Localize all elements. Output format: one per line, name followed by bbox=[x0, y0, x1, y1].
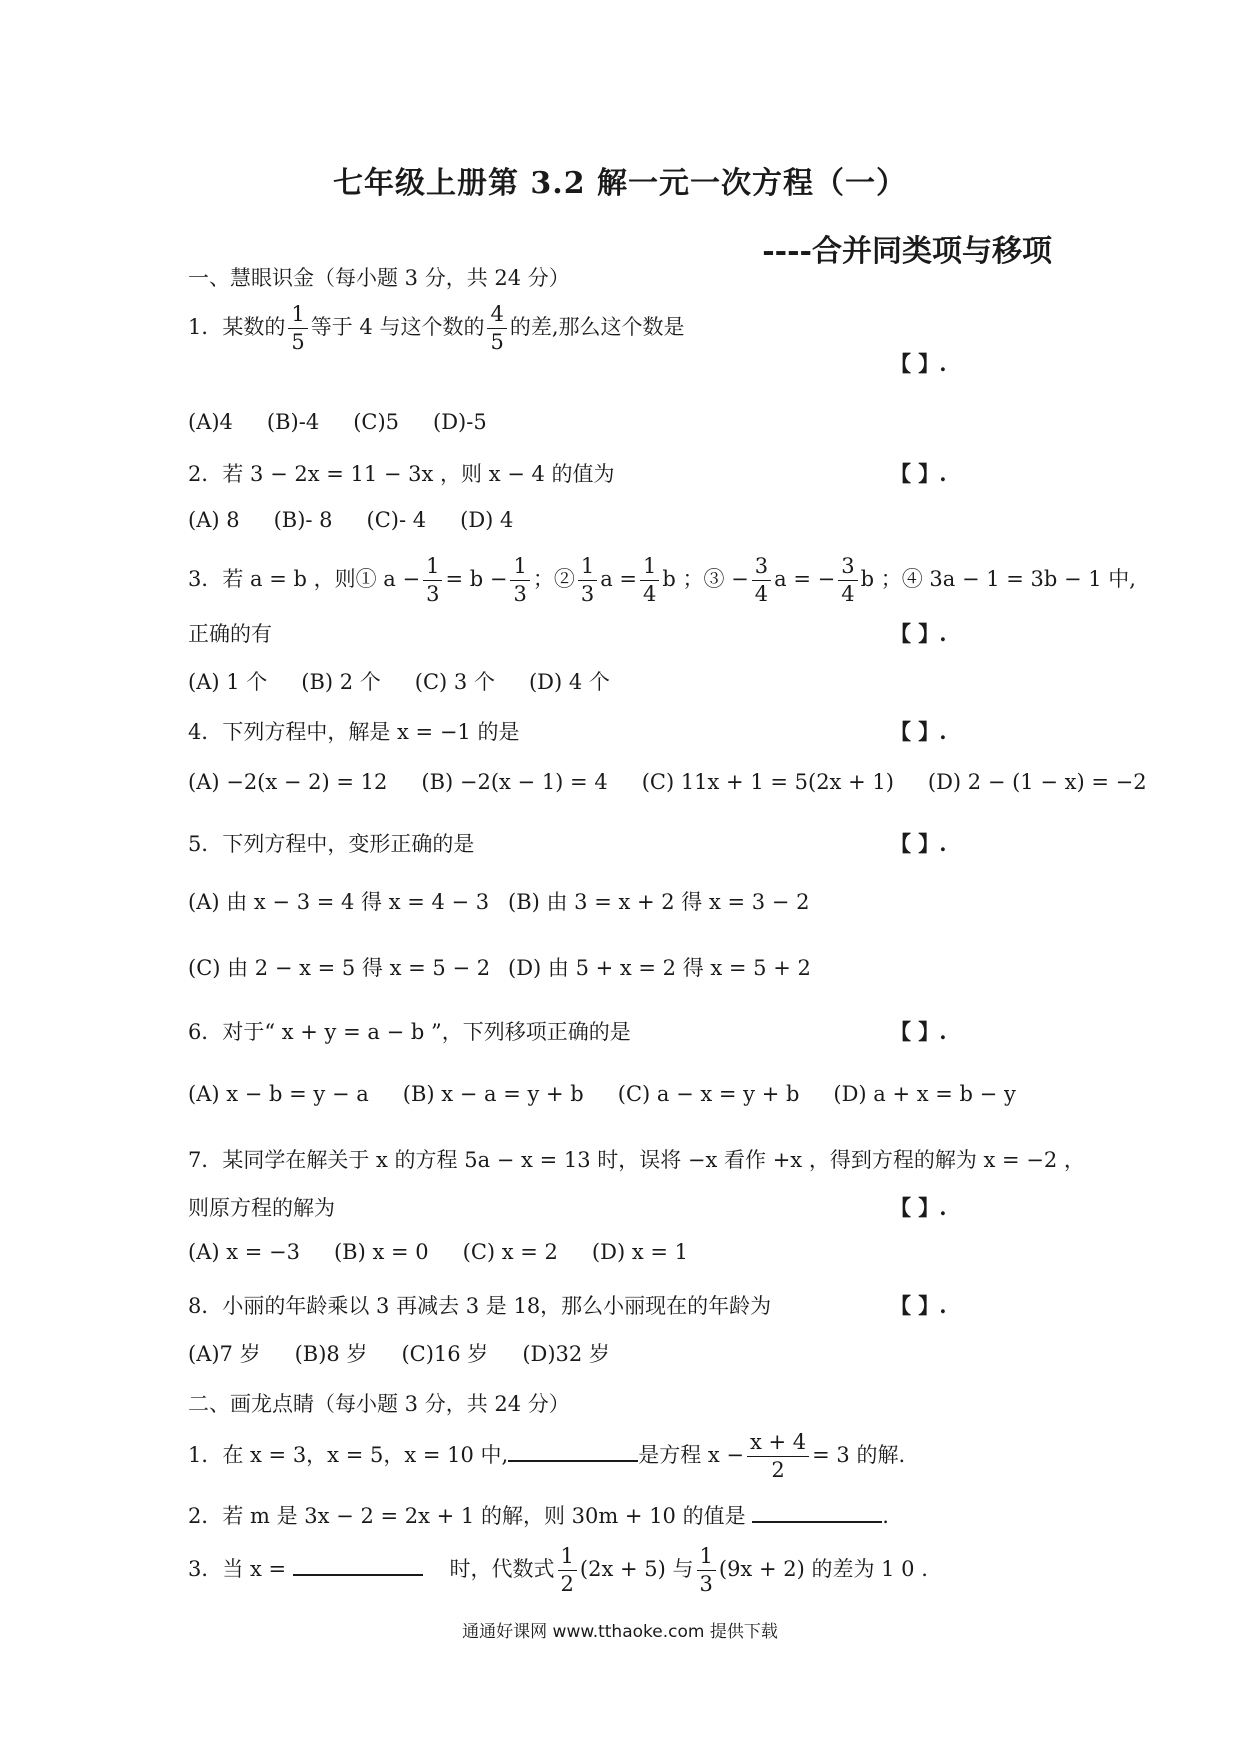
fraction-numerator: 1 bbox=[578, 556, 597, 581]
s1-q1-mid: 等于 4 与这个数的 bbox=[310, 315, 485, 339]
option-d: (D) 4 bbox=[460, 508, 514, 532]
option-d: (D) 2 − (1 − x) = −2 bbox=[927, 770, 1147, 794]
option-b: (B) −2(x − 1) = 4 bbox=[421, 770, 608, 794]
s1-q3-pre: 3．若 a = b ，则① a − bbox=[188, 567, 421, 591]
s2-q2-post: . bbox=[882, 1504, 889, 1528]
fraction-numerator: 1 bbox=[288, 304, 307, 329]
s1-q4-stem: 4．下列方程中，解是 x = −1 的是 bbox=[188, 720, 520, 744]
fraction-numerator: 1 bbox=[423, 556, 442, 581]
fraction-denominator: 2 bbox=[771, 1458, 785, 1482]
s1-q8-options bbox=[188, 1338, 644, 1368]
page-footer: 通通好课网 www.tthaoke.com 提供下载 bbox=[462, 1622, 778, 1642]
s1-q8-stem: 8．小丽的年龄乘以 3 再减去 3 是 18，那么小丽现在的年龄为 bbox=[188, 1294, 772, 1318]
s2-q1-pre: 1．在 x = 3，x = 5，x = 10 中, bbox=[188, 1443, 509, 1467]
s2-q2-stem bbox=[188, 1500, 889, 1530]
fraction-numerator: 1 bbox=[697, 1546, 716, 1571]
fraction-denominator: 4 bbox=[754, 582, 769, 606]
fraction-numerator: x + 4 bbox=[747, 1432, 809, 1457]
answer-bracket-q5: 【 】. bbox=[890, 831, 947, 856]
option-b: (B)8 岁 bbox=[294, 1342, 368, 1366]
s1-q3-stem bbox=[188, 556, 1136, 605]
option-a: (A)7 岁 bbox=[188, 1342, 261, 1366]
fraction bbox=[558, 1546, 577, 1595]
section1-heading: 一、慧眼识金（每小题 3 分，共 24 分） bbox=[188, 266, 570, 290]
s2-q1-mid: 是方程 x − bbox=[638, 1443, 744, 1467]
option-c: (C) 3 个 bbox=[414, 670, 495, 694]
answer-bracket-q2: 【 】. bbox=[890, 461, 947, 486]
section2-heading: 二、画龙点睛（每小题 3 分，共 24 分） bbox=[188, 1392, 570, 1416]
s1-q3-text: = b − bbox=[445, 567, 508, 591]
option-c: (C) x = 2 bbox=[462, 1240, 558, 1264]
answer-blank[interactable] bbox=[293, 1574, 423, 1576]
fraction-denominator: 5 bbox=[291, 330, 305, 354]
option-a: (A) x = −3 bbox=[188, 1240, 300, 1264]
s1-q7-line2: 则原方程的解为 bbox=[188, 1196, 335, 1220]
answer-bracket-q4: 【 】. bbox=[890, 719, 947, 744]
s1-q3-line2: 正确的有 bbox=[188, 622, 272, 646]
s2-q3-post: (9x + 2) 的差为 1 0 . bbox=[718, 1557, 928, 1581]
s1-q3-text: b ；③ − bbox=[662, 567, 749, 591]
option-b: (B) x = 0 bbox=[333, 1240, 429, 1264]
option-a: (A) 1 个 bbox=[188, 670, 268, 694]
option-d: (D) a + x = b − y bbox=[833, 1082, 1016, 1106]
s1-q6-stem: 6．对于“ x + y = a − b ”，下列移项正确的是 bbox=[188, 1020, 631, 1044]
s1-q2-options bbox=[188, 508, 547, 532]
s2-q3-pre: 3．当 x = bbox=[188, 1557, 287, 1581]
fraction bbox=[752, 556, 771, 605]
s1-q5-stem: 5．下列方程中，变形正确的是 bbox=[188, 832, 475, 856]
option-c: (C) a − x = y + b bbox=[617, 1082, 800, 1106]
s2-q1-post: = 3 的解. bbox=[812, 1443, 906, 1467]
option-c: (C)- 4 bbox=[366, 508, 427, 532]
fraction bbox=[423, 556, 442, 605]
answer-bracket-q6: 【 】. bbox=[890, 1019, 947, 1044]
fraction bbox=[510, 556, 529, 605]
fraction bbox=[578, 556, 597, 605]
option-c: (C) 11x + 1 = 5(2x + 1) bbox=[641, 770, 894, 794]
s1-q1-pre: 1．某数的 bbox=[188, 315, 286, 339]
s1-q3-text: a = bbox=[600, 567, 638, 591]
s1-q5-option-d: (D) 由 5 + x = 2 得 x = 5 + 2 bbox=[508, 956, 811, 980]
option-a: (A)4 bbox=[188, 410, 233, 434]
fraction-denominator: 3 bbox=[580, 582, 595, 606]
s2-q1-stem bbox=[188, 1432, 905, 1481]
option-a: (A) −2(x − 2) = 12 bbox=[188, 770, 388, 794]
answer-bracket-q3: 【 】. bbox=[890, 621, 947, 646]
fraction bbox=[838, 556, 857, 605]
option-a: (A) 8 bbox=[188, 508, 240, 532]
s1-q7-stem: 7．某同学在解关于 x 的方程 5a − x = 13 时，误将 −x 看作 +x ，得到方程的解为 x = −2 ， bbox=[188, 1148, 1085, 1172]
s1-q3-text: ；② bbox=[532, 567, 575, 591]
answer-bracket-q7: 【 】. bbox=[890, 1195, 947, 1220]
fraction-denominator: 3 bbox=[426, 582, 440, 606]
option-d: (D)32 岁 bbox=[522, 1342, 610, 1366]
fraction-numerator: 1 bbox=[640, 556, 659, 581]
s1-q5-option-c: (C) 由 2 − x = 5 得 x = 5 − 2 bbox=[188, 956, 491, 980]
page-title: 七年级上册第 3.2 解一元一次方程（一） bbox=[332, 166, 908, 201]
fraction-numerator: 1 bbox=[510, 556, 529, 581]
fraction-numerator: 3 bbox=[838, 556, 857, 581]
s2-q2-pre: 2．若 m 是 3x − 2 = 2x + 1 的解，则 30m + 10 的值是 bbox=[188, 1504, 746, 1528]
page-subtitle: ----合并同类项与移项 bbox=[762, 234, 1052, 269]
option-d: (D) 4 个 bbox=[528, 670, 610, 694]
option-d: (D)-5 bbox=[433, 410, 487, 434]
option-b: (B) 2 个 bbox=[301, 670, 381, 694]
option-a: (A) x − b = y − a bbox=[188, 1082, 369, 1106]
answer-blank[interactable] bbox=[508, 1460, 638, 1462]
fraction-numerator: 3 bbox=[752, 556, 771, 581]
s1-q3-post: b ；④ 3a − 1 = 3b − 1 中, bbox=[860, 567, 1136, 591]
option-c: (C)16 岁 bbox=[401, 1342, 489, 1366]
fraction-denominator: 4 bbox=[841, 582, 855, 606]
option-d: (D) x = 1 bbox=[591, 1240, 688, 1264]
s2-q3-text: (2x + 5) 与 bbox=[579, 1557, 694, 1581]
s2-q3-mid: 时，代数式 bbox=[449, 1557, 555, 1581]
answer-blank[interactable] bbox=[752, 1521, 882, 1523]
s1-q3-options bbox=[188, 666, 644, 696]
s1-q1-options bbox=[188, 410, 521, 434]
fraction-numerator: 4 bbox=[487, 304, 506, 329]
s1-q5-option-b: (B) 由 3 = x + 2 得 x = 3 − 2 bbox=[508, 890, 810, 914]
s2-q3-stem bbox=[188, 1546, 928, 1595]
s1-q5-option-a: (A) 由 x − 3 = 4 得 x = 4 − 3 bbox=[188, 890, 490, 914]
option-c: (C)5 bbox=[353, 410, 400, 434]
s1-q1-post: 的差,那么这个数是 bbox=[509, 315, 685, 339]
fraction bbox=[288, 304, 307, 353]
s1-q3-text: a = − bbox=[774, 567, 836, 591]
s1-q6-options bbox=[188, 1082, 1050, 1106]
fraction-denominator: 2 bbox=[560, 1572, 574, 1596]
fraction-denominator: 3 bbox=[699, 1572, 713, 1596]
fraction bbox=[640, 556, 659, 605]
option-b: (B) x − a = y + b bbox=[402, 1082, 584, 1106]
fraction bbox=[487, 304, 506, 353]
option-b: (B)- 8 bbox=[273, 508, 333, 532]
answer-bracket-q8: 【 】. bbox=[890, 1293, 947, 1318]
fraction-denominator: 5 bbox=[490, 330, 504, 354]
fraction-numerator: 1 bbox=[558, 1546, 577, 1571]
answer-bracket-q1: 【 】. bbox=[890, 351, 947, 376]
s1-q2-stem: 2．若 3 − 2x = 11 − 3x ，则 x − 4 的值为 bbox=[188, 462, 615, 486]
option-b: (B)-4 bbox=[266, 410, 320, 434]
fraction bbox=[747, 1432, 809, 1481]
s1-q1-stem bbox=[188, 304, 685, 353]
fraction-denominator: 3 bbox=[513, 582, 527, 606]
fraction-denominator: 4 bbox=[643, 582, 657, 606]
s1-q7-options bbox=[188, 1240, 722, 1264]
s1-q4-options bbox=[188, 770, 1181, 794]
fraction bbox=[697, 1546, 716, 1595]
